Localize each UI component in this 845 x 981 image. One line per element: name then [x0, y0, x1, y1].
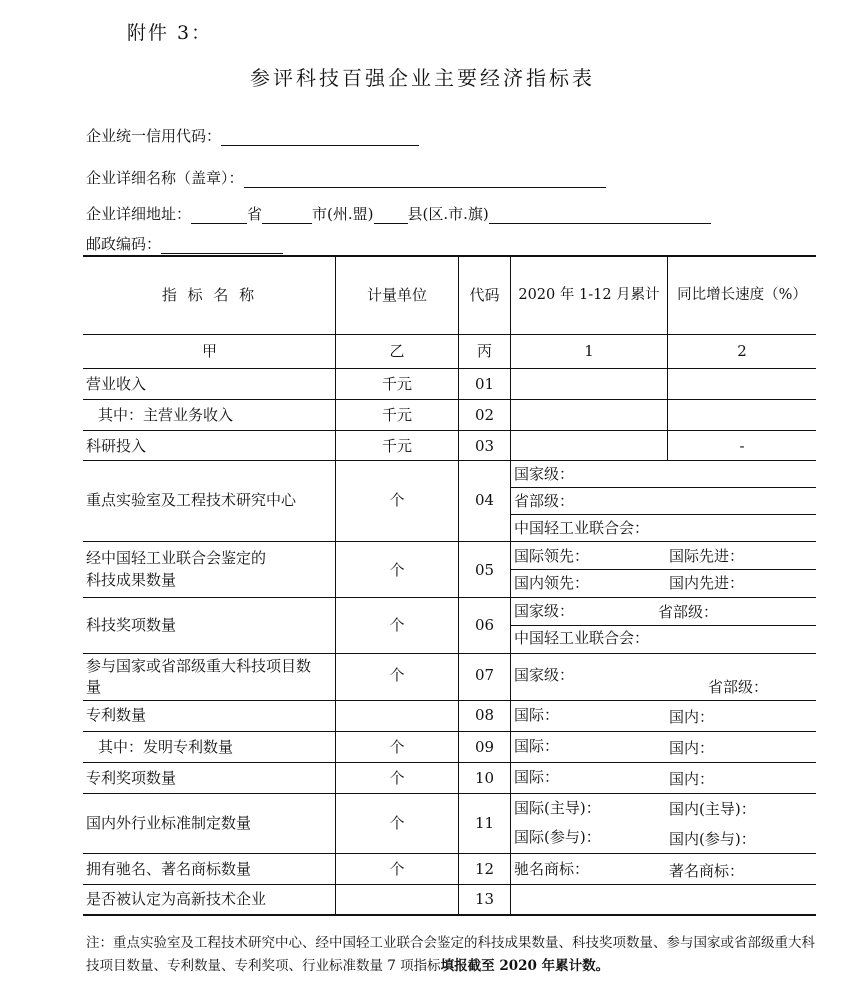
row-10-code: 10: [474, 769, 495, 787]
province-input[interactable]: [191, 207, 247, 224]
header-growth: 同比增长速度（%）: [677, 287, 807, 303]
row-04-code: 04: [474, 491, 495, 509]
subheader-cumulative: 1: [584, 342, 594, 360]
row-06-detail: 中国轻工业联合会：: [514, 629, 650, 647]
county-label: 县(区.市.旗): [407, 205, 489, 223]
row-07-detail: 省部级：: [708, 678, 769, 696]
city-label: 市(州.盟): [312, 205, 374, 223]
row-05-detail: 国内领先：: [514, 574, 590, 592]
row-07-name-line2: 量: [86, 678, 102, 696]
row-03-unit: 千元: [381, 437, 412, 455]
row-11-detail: 国际(参与)：: [514, 828, 601, 846]
row-10-detail: 国际：: [514, 768, 560, 786]
table-line: [83, 731, 816, 732]
table-line: [83, 793, 816, 794]
row-08-code: 08: [474, 706, 495, 724]
row-13-code: 13: [474, 890, 495, 908]
table-line: [83, 399, 816, 400]
row-02-code: 02: [474, 406, 495, 424]
county-input[interactable]: [374, 207, 408, 224]
row-12-detail: 驰名商标：: [514, 860, 590, 878]
row-01-unit: 千元: [381, 375, 412, 393]
table-line: [83, 460, 816, 461]
row-06-code: 06: [474, 616, 495, 634]
header-code: 代码: [469, 286, 500, 304]
table-line: [83, 700, 816, 701]
row-05-name-line2: 科技成果数量: [86, 571, 177, 589]
enterprise-name-label: 企业详细名称（盖章）：: [86, 169, 244, 187]
table-line: [83, 762, 816, 763]
row-07-unit: 个: [389, 666, 405, 684]
row-07-code: 07: [474, 666, 495, 684]
credit-code-label: 企业统一信用代码：: [86, 127, 222, 145]
row-07-name-line1: 参与国家或省部级重大科技项目数: [86, 657, 312, 675]
table-line: [83, 541, 816, 542]
detail-line: [510, 625, 816, 626]
row-09-detail: 国际：: [514, 737, 560, 755]
postcode-field: [86, 234, 283, 254]
table-line: [83, 430, 816, 431]
row-06-detail: 省部级：: [658, 603, 719, 621]
row-01-code: 01: [474, 375, 495, 393]
row-12-code: 12: [474, 860, 495, 878]
row-04-name: 重点实验室及工程技术研究中心: [86, 491, 297, 509]
row-10-name: 专利奖项数量: [86, 769, 177, 787]
row-11-name: 国内外行业标准制定数量: [86, 814, 252, 832]
row-08-name: 专利数量: [86, 706, 147, 724]
attachment-label: 附件 3：: [127, 22, 213, 44]
page-title: 参评科技百强企业主要经济指标表: [250, 66, 595, 90]
row-05-name-line1: 经中国轻工业联合会鉴定的: [86, 549, 267, 567]
address-field: [86, 204, 711, 224]
header-cumulative: 2020 年 1-12 月累计: [518, 287, 660, 303]
province-label: 省: [247, 205, 263, 223]
row-11-unit: 个: [389, 814, 405, 832]
row-06-unit: 个: [389, 616, 405, 634]
credit-code-field: [86, 126, 419, 146]
row-03-code: 03: [474, 437, 495, 455]
row-02-name: 其中：主营业务收入: [98, 406, 234, 424]
row-05-detail: 国际先进：: [669, 547, 745, 565]
header-unit: 计量单位: [366, 286, 427, 304]
subheader-name: 甲: [201, 342, 217, 360]
row-01-name: 营业收入: [86, 375, 147, 393]
row-08-detail: 国内：: [669, 708, 715, 726]
row-06-name: 科技奖项数量: [86, 616, 177, 634]
subheader-growth: 2: [737, 342, 747, 360]
row-05-detail: 国际领先：: [514, 547, 590, 565]
detail-line: [510, 569, 816, 570]
table-border-bottom: [83, 914, 816, 916]
city-input[interactable]: [262, 207, 312, 224]
row-05-code: 05: [474, 561, 495, 579]
row-10-detail: 国内：: [669, 770, 715, 788]
row-03-name: 科研投入: [86, 437, 147, 455]
row-04-detail: 中国轻工业联合会：: [514, 519, 650, 537]
row-12-name: 拥有驰名、著名商标数量: [86, 860, 252, 878]
row-11-detail: 国内(主导)：: [669, 800, 756, 818]
row-10-unit: 个: [389, 769, 405, 787]
row-11-detail: 国际(主导)：: [514, 799, 601, 817]
table-line: [83, 884, 816, 885]
row-03-growth: -: [739, 437, 745, 455]
header-name: 指 标 名 称: [161, 286, 258, 304]
detail-line: [510, 487, 816, 488]
postcode-input[interactable]: [161, 237, 283, 254]
subheader-unit: 乙: [389, 342, 405, 360]
footnote-text: 注：重点实验室及工程技术研究中心、经中国轻工业联合会鉴定的科技成果数量、科技奖项数量、参与国家或省部级重大科技项目数量、专利数量、专利奖项、行业标准数量 7 项指标: [86, 935, 815, 974]
row-09-detail: 国内：: [669, 739, 715, 757]
subheader-code: 丙: [476, 342, 492, 360]
footnote-emphasis: 填报截至 2020 年累计数。: [440, 958, 610, 974]
row-04-unit: 个: [389, 491, 405, 509]
row-04-detail: 省部级：: [514, 492, 575, 510]
row-13-name: 是否被认定为高新技术企业: [86, 890, 267, 908]
enterprise-name-input[interactable]: [244, 171, 606, 188]
row-12-detail: 著名商标：: [669, 862, 745, 880]
postcode-label: 邮政编码：: [86, 235, 162, 253]
row-09-unit: 个: [389, 738, 405, 756]
row-11-code: 11: [474, 814, 495, 832]
row-11-detail: 国内(参与)：: [669, 830, 756, 848]
table-border-top: [83, 255, 816, 257]
credit-code-input[interactable]: [221, 129, 419, 146]
table-line: [83, 597, 816, 598]
row-05-unit: 个: [389, 561, 405, 579]
table-line: [83, 853, 816, 854]
address-detail-input[interactable]: [489, 207, 711, 224]
row-02-unit: 千元: [381, 406, 412, 424]
row-12-unit: 个: [389, 860, 405, 878]
table-line: [83, 653, 816, 654]
address-label: 企业详细地址：: [86, 205, 192, 223]
enterprise-name-field: [86, 168, 606, 188]
row-07-detail: 国家级：: [514, 666, 575, 684]
row-09-name: 其中：发明专利数量: [98, 738, 234, 756]
row-05-detail: 国内先进：: [669, 574, 745, 592]
row-04-detail: 国家级：: [514, 465, 575, 483]
row-06-detail: 国家级：: [514, 602, 575, 620]
row-09-code: 09: [474, 738, 495, 756]
footnote: [86, 932, 821, 978]
table-line: [83, 368, 816, 369]
row-08-detail: 国际：: [514, 706, 560, 724]
table-line: [83, 334, 816, 335]
detail-line: [510, 514, 816, 515]
